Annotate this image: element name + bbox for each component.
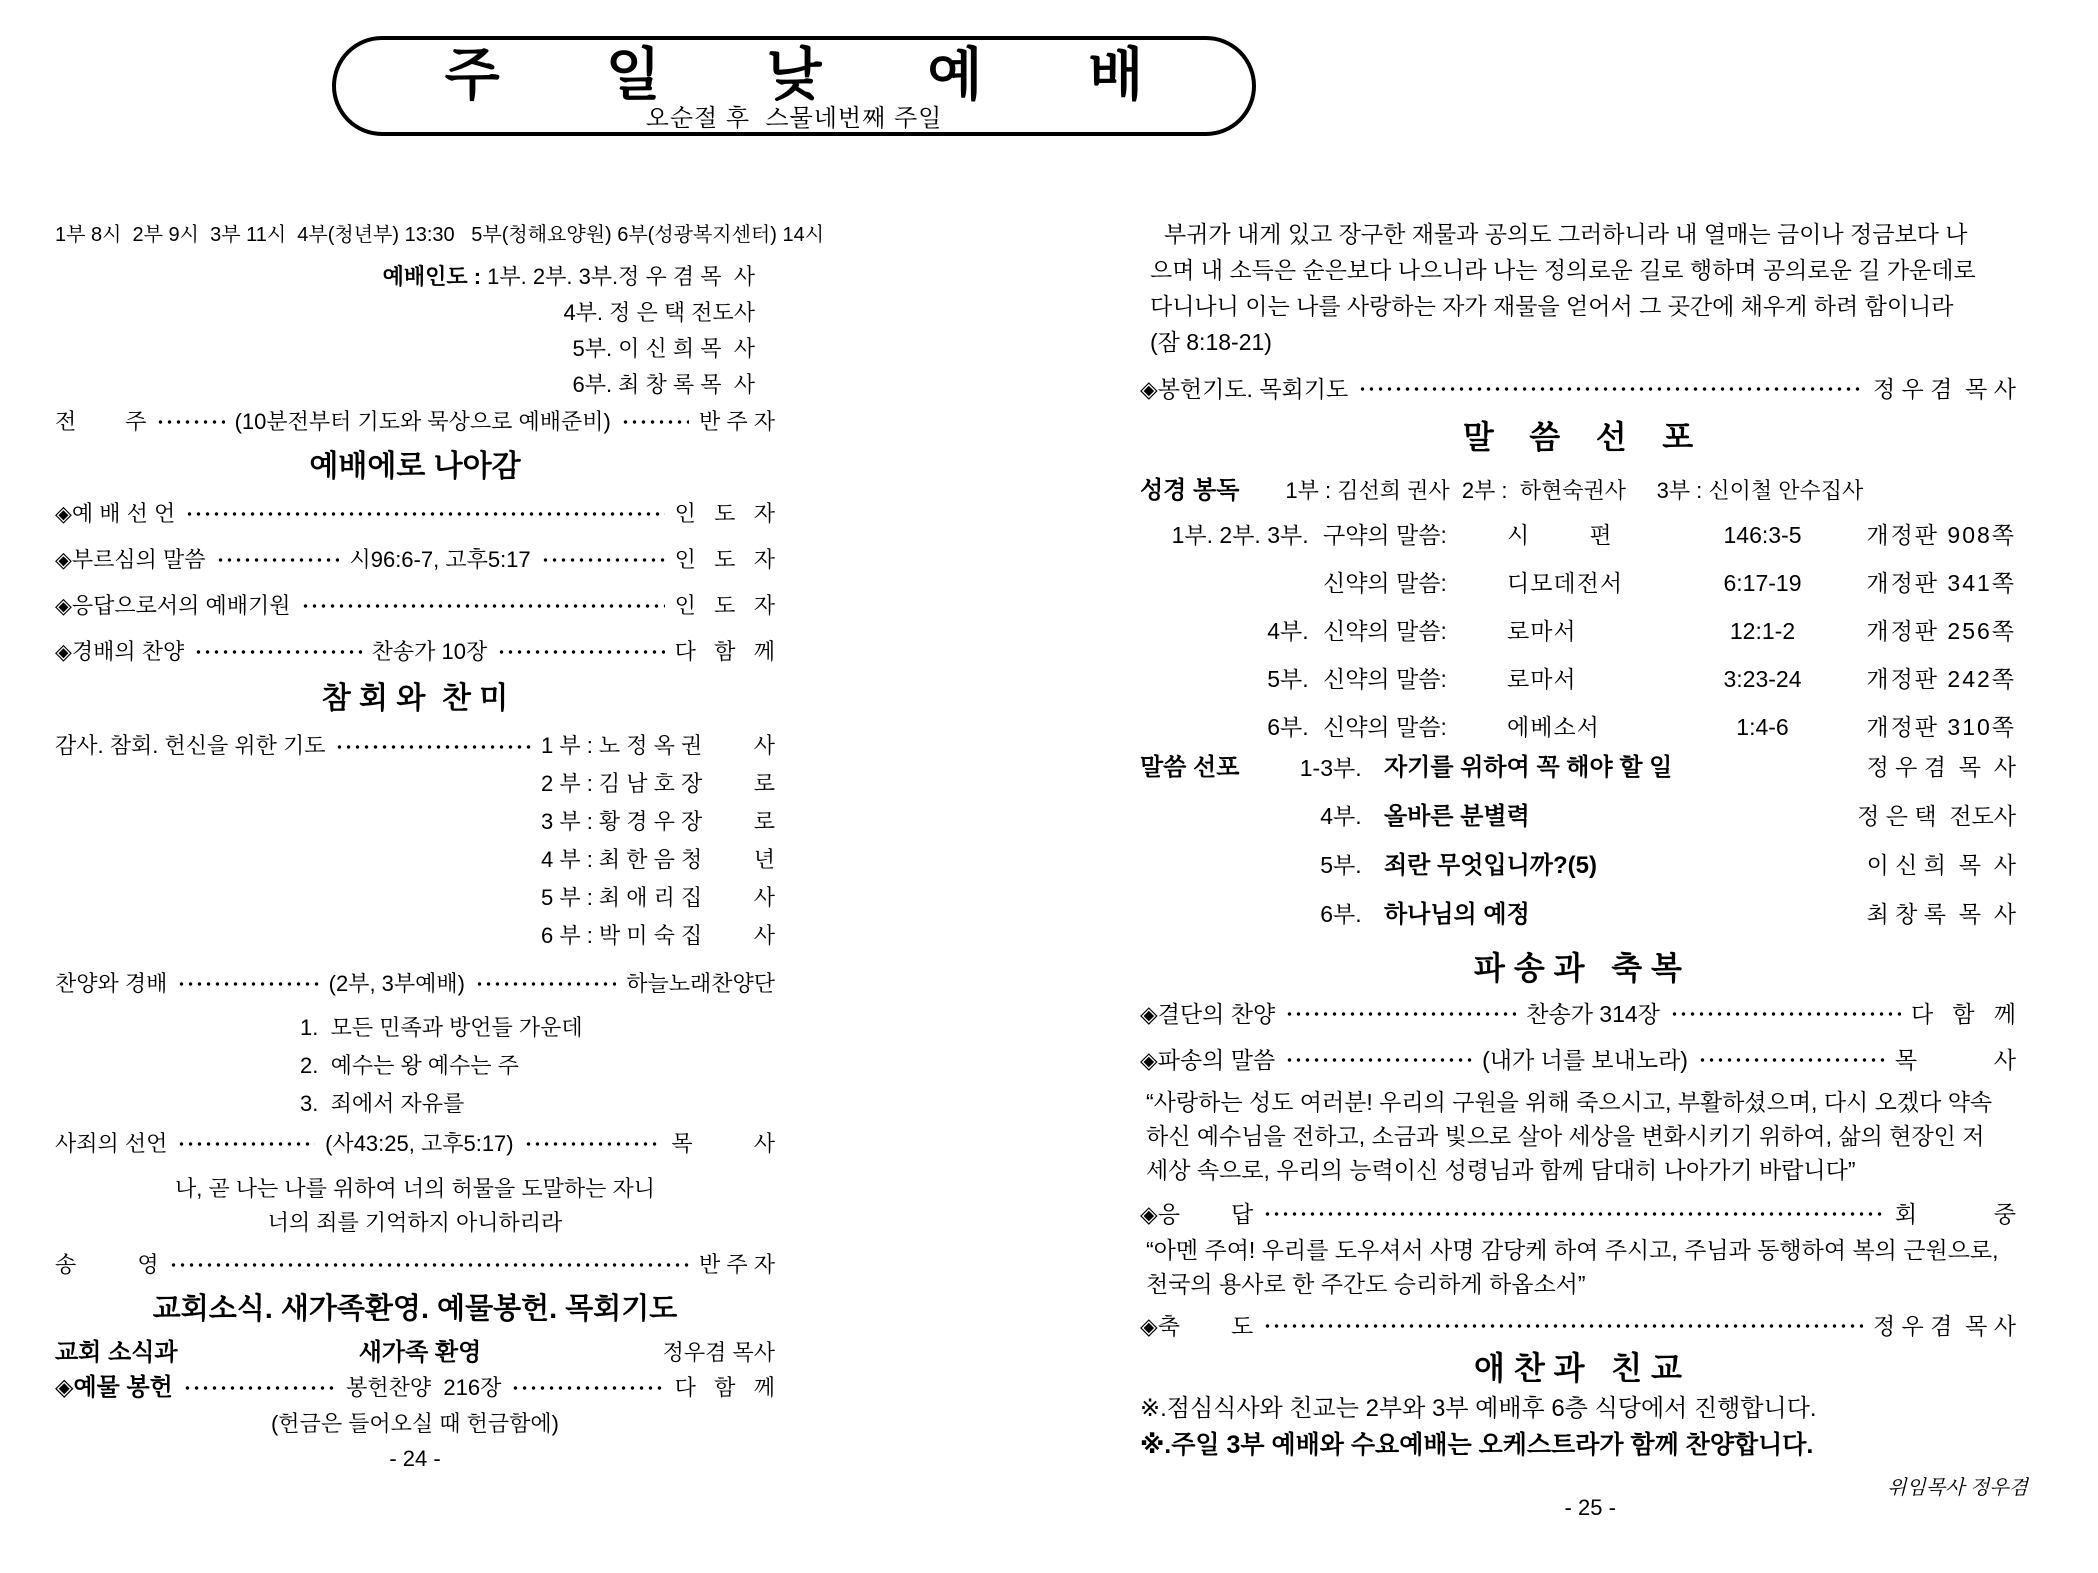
dot-leader: [216, 556, 340, 564]
response-quote: “아멘 주여! 우리를 도우셔서 사명 감당케 하여 주시고, 주님과 동행하여 복의 근원으로, 천국의 용사로 한 주간도 승리하게 하옵소서”: [1146, 1237, 1999, 1297]
order-person: 회 중: [1894, 1201, 2016, 1227]
sermon-preacher: 최 창 록 목 사: [1866, 901, 2016, 927]
section-heading-approach: 예배에로 나아감: [309, 450, 521, 483]
sermon-title: 자기를 위하여 꼭 해야 할 일: [1384, 754, 1673, 781]
title-box: [332, 36, 1256, 136]
order-person: 인 도 자: [674, 593, 775, 618]
order-detail: (사43:25, 고후5:17): [325, 1131, 514, 1156]
prayer-person: 3 부 : 황 경 우 장: [541, 809, 703, 834]
order-label: ◈부르심의 말씀: [55, 547, 206, 572]
sermon-title: 죄란 무엇입니까?(5): [1384, 852, 1597, 879]
order-label: ◈예물 봉헌: [55, 1374, 173, 1401]
reading-type: 신약의 말씀:: [1323, 714, 1447, 740]
order-label: 송 영: [55, 1252, 159, 1277]
dot-leader: [169, 1261, 689, 1269]
order-person: 다 함 께: [1911, 1001, 2016, 1027]
fellowship-note-2: ※.주일 3부 예배와 수요예배는 오케스트라가 함께 찬양합니다.: [1140, 1431, 1814, 1459]
reading-book: 시 편: [1507, 522, 1613, 548]
order-line-calling: [55, 545, 775, 575]
prayer-person: 4 부 : 최 한 음 청: [541, 847, 703, 872]
reading-type: 구약의 말씀:: [1323, 522, 1447, 548]
order-label: ◈축 도: [1140, 1313, 1254, 1339]
dot-leader: [183, 1384, 336, 1392]
reading-type: 신약의 말씀:: [1323, 570, 1447, 596]
song-item: 1. 모든 민족과 방언들 가운데: [300, 1015, 583, 1040]
order-line-sending-word: [1140, 1045, 2016, 1075]
prayer-list-item: [541, 921, 775, 951]
sermon-title: 하나님의 예정: [1384, 901, 1530, 928]
reading-page: 개정판 242쪽: [1866, 666, 2016, 692]
reading-part: 1부. 2부. 3부.: [1171, 522, 1315, 548]
sending-quote: “사랑하는 성도 여러분! 우리의 구원을 위해 죽으시고, 부활하셨으며, 다시 오겠다 약속하신 예수님을 전하고, 소금과 빛으로 살아 세상을 변화시키기 위하여, 삶의 현장인 저 세상 속으로, 우리의 능력이신 성령님과 함께 담대히 나아가기 바랍니다”: [1146, 1089, 1993, 1183]
sermon-preacher: 정 은 택 전도사: [1857, 803, 2016, 829]
prayer-person-suffix: 로: [753, 771, 775, 796]
order-person: 목 사: [671, 1131, 775, 1156]
dot-leader: [1285, 1056, 1472, 1064]
service-times: 1부 8시 2부 9시 3부 11시 4부(청년부) 13:30 5부(청해요양원) 6부(성광복지센터) 14시: [55, 224, 825, 246]
reading-book: 디모데전서: [1507, 570, 1624, 596]
sermon-list: [1140, 751, 2016, 931]
order-line-offering: [55, 1373, 775, 1403]
sermon-label: 말씀 선포: [1140, 754, 1240, 781]
order-line-absolution: [55, 1129, 775, 1159]
order-line-declaration: [55, 499, 775, 529]
order-person: 다 함 께: [674, 639, 776, 664]
service-leader-line-3: 5부. 이 신 희 목 사: [572, 336, 755, 361]
order-label: ◈결단의 찬양: [1140, 1001, 1276, 1027]
order-line-prayer: [55, 731, 775, 959]
reading-verse: 146:3-5: [1723, 522, 1802, 548]
song-item: 2. 예수는 왕 예수는 주: [300, 1053, 519, 1078]
right-page: [1140, 168, 2028, 1573]
prayer-person: 6 부 : 박 미 숙 집: [541, 923, 703, 948]
sermon-title: 올바른 분별력: [1384, 803, 1530, 830]
order-detail: 시96:6-7, 고후5:17: [349, 547, 531, 572]
fellowship-note-1: ※.점심식사와 친교는 2부와 3부 예배후 6층 식당에서 진행합니다.: [1140, 1395, 1817, 1422]
reading-part: 4부.: [1267, 618, 1315, 644]
prayer-list-item: [541, 845, 775, 875]
section-heading-fellowship: 애 찬 과 친 교: [1474, 1350, 1682, 1386]
prayer-person-suffix: 년: [753, 847, 775, 872]
reading-book: 로마서: [1507, 666, 1577, 692]
song-item: 3. 죄에서 자유를: [300, 1091, 465, 1116]
dot-leader: [185, 510, 664, 518]
service-leaders: [55, 259, 775, 403]
order-line-doxology: [55, 1250, 775, 1280]
prayer-person: 1 부 : 노 정 옥 권: [541, 733, 703, 758]
dot-leader: [335, 743, 531, 751]
news-label: 교회 소식과: [55, 1339, 178, 1366]
order-line-prelude: [55, 407, 775, 437]
order-line-invocation: [55, 591, 775, 621]
sermon-part: 6부.: [1320, 901, 1368, 927]
section-heading-sermon: 말 씀 선 포: [1462, 419, 1694, 455]
order-label: ◈경배의 찬양: [55, 639, 185, 664]
order-detail: 찬송가 314장: [1526, 1001, 1660, 1027]
dot-leader: [497, 648, 664, 656]
left-page-number: - 24 -: [389, 1446, 441, 1471]
prayer-person-suffix: 사: [753, 733, 775, 758]
scripture-readings: [1140, 519, 2016, 743]
order-person: 인 도 자: [674, 501, 775, 526]
section-heading-confession: 참 회 와 찬 미: [321, 682, 509, 715]
offering-note: (헌금은 들어오실 때 헌금함에): [270, 1411, 559, 1436]
order-person: 반 주 자: [699, 409, 776, 434]
reading-verse: 6:17-19: [1723, 570, 1802, 596]
prayer-person-suffix: 사: [753, 885, 775, 910]
order-person: 다 함 께: [674, 1375, 776, 1400]
sermon-row: [1140, 800, 2016, 833]
reading-book: 에베소서: [1507, 714, 1600, 740]
reading-page: 개정판 256쪽: [1866, 618, 2016, 644]
sermon-preacher: 정 우 겸 목 사: [1866, 754, 2016, 780]
reading-page: 개정판 310쪽: [1866, 714, 2016, 740]
reading-type: 신약의 말씀:: [1323, 618, 1447, 644]
left-page: [55, 168, 825, 1472]
order-line-benediction: [1140, 1311, 2016, 1341]
pastor-signature: 위임목사 정우겸: [1887, 1477, 2028, 1499]
prayer-list-item: [541, 883, 775, 913]
page-subtitle: 오순절 후 스물네번째 주일: [645, 105, 943, 132]
sermon-row: [1140, 898, 2016, 931]
absolution-quote-line-2: 너의 죄를 기억하지 아니하리라: [267, 1210, 563, 1235]
reading-verse: 3:23-24: [1723, 666, 1802, 692]
sermon-row: [1140, 751, 2016, 784]
service-leader-label: 예배인도 :: [382, 264, 488, 289]
reading-page: 개정판 341쪽: [1866, 570, 2016, 596]
reading-part: 6부.: [1267, 714, 1315, 740]
news-welcome: 새가족 환영: [358, 1339, 482, 1366]
absolution-quote-line-1: 나, 곧 나는 나를 위하여 너의 허물을 도말하는 자니: [174, 1176, 656, 1201]
readers-names: 1부 : 김선희 권사 2부 : 하현숙권사 3부 : 신이철 안수집사: [1285, 478, 1864, 503]
sermon-row: [1140, 849, 2016, 882]
prayer-list-item: [541, 807, 775, 837]
dot-leader: [1358, 385, 1863, 393]
order-detail: (2부, 3부예배): [328, 971, 465, 996]
section-heading-news: 교회소식. 새가족환영. 예물봉헌. 목회기도: [152, 1293, 678, 1325]
dot-leader: [194, 648, 361, 656]
service-leader-1: 1부. 2부. 3부.정 우 겸 목 사: [487, 264, 755, 289]
service-leader-line-1: [55, 259, 755, 295]
order-line-praise-worship: [55, 969, 775, 999]
order-label: ◈응답으로서의 예배기원: [55, 593, 291, 618]
order-person: 인 도 자: [674, 547, 776, 572]
order-label: 사죄의 선언: [55, 1131, 168, 1156]
order-label: 전 주: [55, 409, 147, 434]
reading-type: 신약의 말씀:: [1323, 666, 1447, 692]
order-label: 감사. 참회. 헌신을 위한 기도: [55, 733, 326, 758]
right-page-footer: [1140, 1469, 2028, 1573]
right-page-number: - 25 -: [1564, 1495, 1616, 1520]
sermon-part: 5부.: [1320, 852, 1368, 878]
news-person: 정우겸 목사: [662, 1340, 775, 1365]
dot-leader: [1670, 1010, 1901, 1018]
dot-leader: [1263, 1322, 1863, 1330]
scripture-readers: [1140, 470, 2016, 505]
dot-leader: [541, 556, 665, 564]
order-line-offering-prayer: [1140, 374, 2016, 404]
sermon-left: [1140, 752, 1368, 784]
order-person: 정 우 겸 목 사: [1872, 376, 2016, 402]
sermon-part: 4부.: [1320, 803, 1368, 829]
section-heading-sending: 파 송 과 축 복: [1474, 950, 1682, 986]
prayer-list-item: [541, 731, 775, 761]
reading-verse: 12:1-2: [1729, 618, 1796, 644]
dot-leader: [475, 980, 616, 988]
news-row: [55, 1332, 775, 1367]
order-label: ◈예 배 선 언: [55, 501, 176, 526]
prayer-list-item: [541, 769, 775, 799]
song-list: [300, 1013, 775, 1119]
order-detail: (내가 너를 보내노라): [1482, 1047, 1688, 1073]
order-label: ◈응 답: [1140, 1201, 1254, 1227]
service-leader-line-2: 4부. 정 은 택 전도사: [563, 300, 755, 325]
service-leader-line-4: 6부. 최 창 록 목 사: [572, 372, 755, 397]
dot-leader: [1263, 1210, 1885, 1218]
prayer-list: [541, 731, 775, 959]
order-person: 목 사: [1894, 1047, 2017, 1073]
prayer-person: 2 부 : 김 남 호 장: [541, 771, 703, 796]
offering-scripture: 부귀가 내게 있고 장구한 재물과 공의도 그러하니라 내 열매는 금이나 정금보다 나으며 내 소득은 순은보다 나으니라 나는 정의로운 길로 행하며 공의로운 길 가운데로 다니나니 이는 나를 사랑하는 자가 재물을 얻어서 그 곳간에 채우게 하려 함이니라 (잠 8:18-21): [1150, 221, 1976, 355]
reading-page: 개정판 908쪽: [1866, 522, 2016, 548]
order-label: 찬양와 경배: [55, 971, 168, 996]
dot-leader: [511, 1384, 664, 1392]
order-detail: 봉헌찬양 216장: [346, 1375, 502, 1400]
reading-part: 5부.: [1267, 666, 1315, 692]
reading-book: 로마서: [1507, 618, 1577, 644]
order-person: 정 우 겸 목 사: [1872, 1313, 2016, 1339]
sermon-part: 1-3부.: [1299, 755, 1368, 781]
order-person: 반 주 자: [699, 1252, 775, 1277]
dot-leader: [621, 418, 689, 426]
order-line-worship-praise: [55, 637, 775, 667]
order-label: ◈봉헌기도. 목회기도: [1140, 376, 1349, 402]
order-detail: (10분전부터 기도와 묵상으로 예배준비): [234, 409, 611, 434]
dot-leader: [524, 1140, 662, 1148]
dot-leader: [1285, 1010, 1516, 1018]
readers-label: 성경 봉독: [1140, 477, 1240, 504]
order-detail: 찬송가 10장: [371, 639, 488, 664]
prayer-person: 5 부 : 최 애 리 집: [541, 885, 703, 910]
reading-verse: 1:4-6: [1736, 714, 1789, 740]
dot-leader: [177, 1140, 315, 1148]
dot-leader: [156, 418, 224, 426]
prayer-person-suffix: 로: [753, 809, 775, 834]
dot-leader: [177, 980, 318, 988]
reading-part: [1140, 567, 1315, 599]
sermon-preacher: 이 신 희 목 사: [1866, 852, 2016, 878]
dot-leader: [301, 602, 665, 610]
order-line-response: [1140, 1199, 2016, 1229]
order-line-decision: [1140, 999, 2016, 1029]
order-person: 하늘노래찬양단: [626, 971, 775, 996]
prayer-person-suffix: 사: [753, 923, 775, 948]
order-label: ◈파송의 말씀: [1140, 1047, 1276, 1073]
page-title: 주 일 낮 예 배: [444, 43, 1144, 107]
dot-leader: [1698, 1056, 1885, 1064]
